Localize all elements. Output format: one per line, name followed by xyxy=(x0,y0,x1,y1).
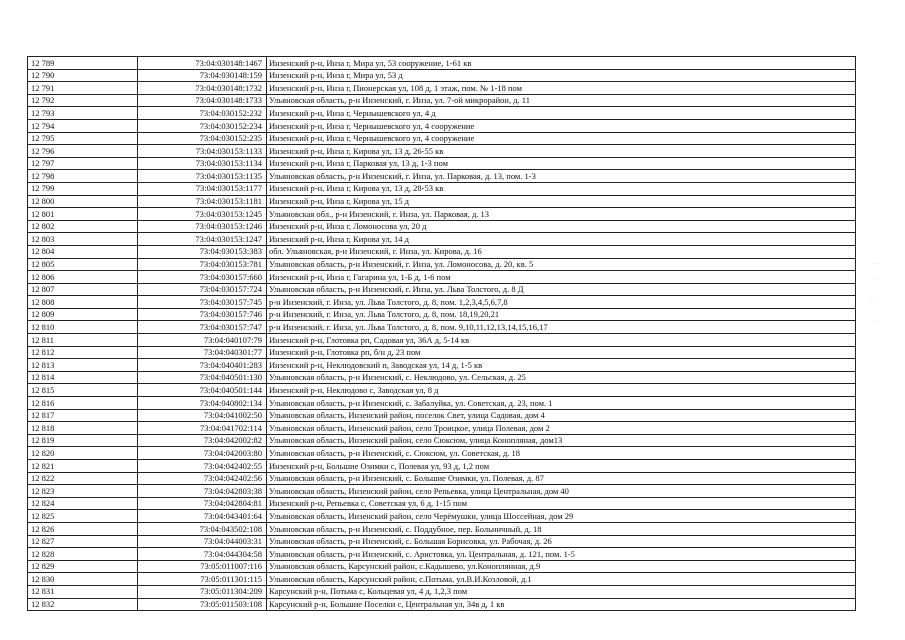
row-number-cell: 12 793 xyxy=(28,107,138,120)
table-row xyxy=(28,321,856,334)
table-row xyxy=(28,485,856,498)
row-number-cell: 12 812 xyxy=(28,346,138,359)
table-row xyxy=(28,598,856,611)
row-number-cell: 12 792 xyxy=(28,94,138,107)
table-row xyxy=(28,560,856,573)
cadastral-number-cell: 73:04:030153:1245 xyxy=(138,208,267,221)
row-number-cell: 12 797 xyxy=(28,157,138,170)
cadastral-number-cell: 73:04:041702:114 xyxy=(138,422,267,435)
table-row xyxy=(28,107,856,120)
row-number-cell: 12 829 xyxy=(28,560,138,573)
cadastral-number-cell: 73:04:030152:232 xyxy=(138,107,267,120)
row-number-cell: 12 796 xyxy=(28,145,138,158)
cadastral-number-cell: 73:04:040501:144 xyxy=(138,384,267,397)
cadastral-number-cell: 73:04:030153:1134 xyxy=(138,157,267,170)
cadastral-number-cell: 73:04:042804:81 xyxy=(138,497,267,510)
row-number-cell: 12 821 xyxy=(28,460,138,473)
address-cell: Инзенский р-н, Инза г, Мира ул, 53 д xyxy=(267,69,856,82)
cadastral-number-cell: 73:04:040802:134 xyxy=(138,397,267,410)
address-cell: Ульяновская область, р-н Инзенский, г. Инза, ул. Льва Толстого, д. 8 Д xyxy=(267,283,856,296)
table-row xyxy=(28,283,856,296)
cadastral-number-cell: 73:04:040107:79 xyxy=(138,334,267,347)
cadastral-number-cell: 73:04:030153:1246 xyxy=(138,220,267,233)
row-number-cell: 12 803 xyxy=(28,233,138,246)
row-number-cell: 12 789 xyxy=(28,57,138,70)
address-cell: Инзенский р-н, Глотовка рп, б/н д, 23 пом xyxy=(267,346,856,359)
address-cell: Ульяновская область, р-н Инзенский, г. Инза, ул. Парковая, д. 13, пом. 1-3 xyxy=(267,170,856,183)
table-row xyxy=(28,535,856,548)
cadastral-number-cell: 73:04:030148:159 xyxy=(138,69,267,82)
row-number-cell: 12 799 xyxy=(28,182,138,195)
address-cell: Инзенский р-н, Инза г, Ломоносова ул, 20 д xyxy=(267,220,856,233)
table-row xyxy=(28,258,856,271)
table-row xyxy=(28,245,856,258)
table-row xyxy=(28,460,856,473)
table-row xyxy=(28,371,856,384)
cadastral-number-cell: 73:04:040301:77 xyxy=(138,346,267,359)
table-row xyxy=(28,94,856,107)
table-row xyxy=(28,585,856,598)
cadastral-number-cell: 73:04:030157:660 xyxy=(138,271,267,284)
address-cell: Ульяновская область, Карсунский район, с.Кадышево, ул.Коноплянная, д.9 xyxy=(267,560,856,573)
table-row xyxy=(28,271,856,284)
address-cell: Инзенский р-н, Инза г, Чернышевского ул, 4 сооружение xyxy=(267,132,856,145)
cadastral-number-cell: 73:04:040501:130 xyxy=(138,371,267,384)
table-row xyxy=(28,195,856,208)
cadastral-number-cell: 73:04:042002:82 xyxy=(138,434,267,447)
address-cell: р-н Инзенский, г. Инза, ул. Льва Толстого, д. 8, пом. 1,2,3,4,5,6,7,8 xyxy=(267,296,856,309)
row-number-cell: 12 791 xyxy=(28,82,138,95)
cadastral-number-cell: 73:04:041002:50 xyxy=(138,409,267,422)
cadastral-number-cell: 73:05:011301:115 xyxy=(138,573,267,586)
cadastral-number-cell: 73:04:030153:1247 xyxy=(138,233,267,246)
address-cell: обл. Ульяновская, р-н Инзенский, г. Инза, ул. Кирова, д. 16 xyxy=(267,245,856,258)
table-row xyxy=(28,82,856,95)
cadastral-number-cell: 73:04:042803:38 xyxy=(138,485,267,498)
table-body xyxy=(28,57,856,611)
address-cell: Ульяновская область, Карсунский район, с.Потьма, ул.В.И.Козловой, д.1 xyxy=(267,573,856,586)
table-row xyxy=(28,472,856,485)
cadastral-number-cell: 73:04:040401:283 xyxy=(138,359,267,372)
address-cell: р-н Инзенский, г. Инза, ул. Льва Толстого, д. 8, пом. 9,10,11,12,13,14,15,16,17 xyxy=(267,321,856,334)
address-cell: Ульяновская область, р-н Инзенский, с. Поддубное, пер. Больничный, д. 18 xyxy=(267,522,856,535)
address-cell: Ульяновская область, р-н Инзенский, с. Большие Озимки, ул. Полевая, д. 87 xyxy=(267,472,856,485)
row-number-cell: 12 819 xyxy=(28,434,138,447)
address-cell: Ульяновская область, р-н Инзенский, с. Забалуйка, ул. Советская, д. 23, пом. 1 xyxy=(267,397,856,410)
address-cell: Инзенский р-н, Инза г, Чернышевского ул, 4 сооружение xyxy=(267,119,856,132)
address-cell: Ульяновская область, р-н Инзенский, с. Неклюдово, ул. Сельская, д. 25 xyxy=(267,371,856,384)
row-number-cell: 12 820 xyxy=(28,447,138,460)
row-number-cell: 12 817 xyxy=(28,409,138,422)
row-number-cell: 12 826 xyxy=(28,522,138,535)
address-cell: Инзенский р-н, Инза г, Кирова ул, 13 д, 26-55 кв xyxy=(267,145,856,158)
row-number-cell: 12 815 xyxy=(28,384,138,397)
row-number-cell: 12 831 xyxy=(28,585,138,598)
row-number-cell: 12 806 xyxy=(28,271,138,284)
table-row xyxy=(28,182,856,195)
row-number-cell: 12 828 xyxy=(28,548,138,561)
table-row xyxy=(28,233,856,246)
row-number-cell: 12 804 xyxy=(28,245,138,258)
address-cell: Карсунский р-н, Потьма с, Кольцевая ул, 4 д, 1,2,3 пом xyxy=(267,585,856,598)
address-cell: Инзенский р-н, Глотовка рп, Садовая ул, 36А д, 5-14 кв xyxy=(267,334,856,347)
table-row xyxy=(28,346,856,359)
address-cell: Ульяновская обл., р-н Инзенский, г. Инза, ул. Парковая, д. 13 xyxy=(267,208,856,221)
address-cell: Инзенский р-н, Неклюдовский п, Заводская ул, 14 д, 1-5 кв xyxy=(267,359,856,372)
table-row xyxy=(28,57,856,70)
cadastral-number-cell: 73:04:030157:747 xyxy=(138,321,267,334)
address-cell: Инзенский р-н, Неклюдово с, Заводская ул, 8 д xyxy=(267,384,856,397)
cadastral-number-cell: 73:04:030152:235 xyxy=(138,132,267,145)
address-cell: Инзенский р-н, Инза г, Гагарина ул, 1-Б д, 1-6 пом xyxy=(267,271,856,284)
cadastral-number-cell: 73:04:030157:745 xyxy=(138,296,267,309)
margin-speck: · · xyxy=(873,261,878,267)
address-cell: Ульяновская область, Инзенский район, село Репьевка, улица Центральная, дом 40 xyxy=(267,485,856,498)
row-number-cell: 12 827 xyxy=(28,535,138,548)
address-cell: Ульяновская область, Инзенский район, поселок Свет, улица Садовая, дом 4 xyxy=(267,409,856,422)
cadastral-number-cell: 73:04:030153:383 xyxy=(138,245,267,258)
cadastral-number-cell: 73:04:043502:108 xyxy=(138,522,267,535)
margin-speck: · xyxy=(878,319,880,325)
cadastral-number-cell: 73:04:044003:31 xyxy=(138,535,267,548)
row-number-cell: 12 795 xyxy=(28,132,138,145)
table-row xyxy=(28,447,856,460)
table-row xyxy=(28,384,856,397)
address-cell: Ульяновская область, р-н Инзенский, с. Большая Борисовка, ул. Рабочая, д. 26 xyxy=(267,535,856,548)
cadastral-number-cell: 73:04:030157:746 xyxy=(138,308,267,321)
address-cell: Инзенский р-н, Инза г, Парковая ул, 13 д, 1-3 пом xyxy=(267,157,856,170)
cadastral-number-cell: 73:04:030153:1181 xyxy=(138,195,267,208)
cadastral-number-cell: 73:05:011503:108 xyxy=(138,598,267,611)
cadastral-number-cell: 73:04:042402:56 xyxy=(138,472,267,485)
cadastral-number-cell: 73:04:030153:1177 xyxy=(138,182,267,195)
table-row xyxy=(28,434,856,447)
row-number-cell: 12 807 xyxy=(28,283,138,296)
table-row xyxy=(28,497,856,510)
address-cell: Инзенский р-н, Инза г, Кирова ул, 15 д xyxy=(267,195,856,208)
row-number-cell: 12 832 xyxy=(28,598,138,611)
address-cell: Ульяновская область, р-н Инзенский, г. Инза, ул. Ломоносова, д. 20, кв. 5 xyxy=(267,258,856,271)
cadastral-number-cell: 73:04:030153:1135 xyxy=(138,170,267,183)
address-cell: Ульяновская область, р-н Инзенский, с. Сюксюм, ул. Советская, д. 18 xyxy=(267,447,856,460)
table-row xyxy=(28,145,856,158)
table-row xyxy=(28,170,856,183)
row-number-cell: 12 813 xyxy=(28,359,138,372)
cadastral-table xyxy=(27,56,856,611)
cadastral-number-cell: 73:04:030152:234 xyxy=(138,119,267,132)
cadastral-number-cell: 73:04:030153:781 xyxy=(138,258,267,271)
row-number-cell: 12 811 xyxy=(28,334,138,347)
row-number-cell: 12 794 xyxy=(28,119,138,132)
row-number-cell: 12 800 xyxy=(28,195,138,208)
address-cell: Карсунский р-н, Большие Поселки с, Центральная ул, 34в д, 1 кв xyxy=(267,598,856,611)
cadastral-number-cell: 73:04:030157:724 xyxy=(138,283,267,296)
cadastral-number-cell: 73:04:030148:1467 xyxy=(138,57,267,70)
row-number-cell: 12 825 xyxy=(28,510,138,523)
cadastral-number-cell: 73:04:030153:1133 xyxy=(138,145,267,158)
table-row xyxy=(28,510,856,523)
address-cell: Инзенский р-н, Большие Озимки с, Полевая ул, 93 д, 1,2 пом xyxy=(267,460,856,473)
row-number-cell: 12 822 xyxy=(28,472,138,485)
table-row xyxy=(28,522,856,535)
table-row xyxy=(28,409,856,422)
row-number-cell: 12 801 xyxy=(28,208,138,221)
row-number-cell: 12 809 xyxy=(28,308,138,321)
address-cell: Ульяновская область, р-н Инзенский, с. Аристовка, ул. Центральная, д. 121, пом. 1-5 xyxy=(267,548,856,561)
address-cell: Ульяновская область, Инзенский район, село Черёмушки, улица Шоссейная, дом 29 xyxy=(267,510,856,523)
address-cell: Инзенский р-н, Инза г, Мира ул, 53 сооружение, 1-61 кв xyxy=(267,57,856,70)
address-cell: Ульяновская область, р-н Инзенский, г. Инза, ул. 7-ой микрорайон, д. 11 xyxy=(267,94,856,107)
address-cell: Инзенский р-н, Инза г, Пионерская ул, 108 д, 1 этаж, пом. № 1-18 пом xyxy=(267,82,856,95)
cadastral-number-cell: 73:04:044304:58 xyxy=(138,548,267,561)
table-row xyxy=(28,132,856,145)
cadastral-number-cell: 73:05:011304:209 xyxy=(138,585,267,598)
table-row xyxy=(28,334,856,347)
table-row xyxy=(28,69,856,82)
address-cell: Ульяновская область, Инзенский район, село Троицкое, улица Полевая, дом 2 xyxy=(267,422,856,435)
cadastral-number-cell: 73:04:042003:80 xyxy=(138,447,267,460)
cadastral-number-cell: 73:04:030148:1732 xyxy=(138,82,267,95)
table-row xyxy=(28,397,856,410)
cadastral-number-cell: 73:04:030148:1733 xyxy=(138,94,267,107)
cadastral-number-cell: 73:04:042402:55 xyxy=(138,460,267,473)
address-cell: Инзенский р-н, Инза г, Чернышевского ул, 4 д xyxy=(267,107,856,120)
row-number-cell: 12 814 xyxy=(28,371,138,384)
margin-speck: · · xyxy=(870,298,875,304)
table-row xyxy=(28,157,856,170)
cadastral-number-cell: 73:05:011007:116 xyxy=(138,560,267,573)
row-number-cell: 12 810 xyxy=(28,321,138,334)
address-cell: Инзенский р-н, Инза г, Кирова ул, 13 д, 28-53 кв xyxy=(267,182,856,195)
row-number-cell: 12 830 xyxy=(28,573,138,586)
table-row xyxy=(28,296,856,309)
table-row xyxy=(28,119,856,132)
table-row xyxy=(28,548,856,561)
margin-speck: · xyxy=(876,277,878,283)
table-row xyxy=(28,220,856,233)
address-cell: Инзенский р-н, Инза г, Кирова ул, 14 д xyxy=(267,233,856,246)
row-number-cell: 12 818 xyxy=(28,422,138,435)
address-cell: Ульяновская область, Инзенский район, село Сюксюм, улица Конопляная, дом13 xyxy=(267,434,856,447)
table-row xyxy=(28,422,856,435)
table-row xyxy=(28,573,856,586)
row-number-cell: 12 808 xyxy=(28,296,138,309)
row-number-cell: 12 790 xyxy=(28,69,138,82)
address-cell: Инзенский р-н, Репьевка с, Советская ул, 6 д, 1-15 пом xyxy=(267,497,856,510)
cadastral-number-cell: 73:04:043401:64 xyxy=(138,510,267,523)
row-number-cell: 12 823 xyxy=(28,485,138,498)
row-number-cell: 12 798 xyxy=(28,170,138,183)
row-number-cell: 12 805 xyxy=(28,258,138,271)
row-number-cell: 12 802 xyxy=(28,220,138,233)
row-number-cell: 12 824 xyxy=(28,497,138,510)
table-row xyxy=(28,359,856,372)
row-number-cell: 12 816 xyxy=(28,397,138,410)
table-row xyxy=(28,208,856,221)
table-row xyxy=(28,308,856,321)
address-cell: р-н Инзенский, г. Инза, ул. Льва Толстого, д. 8, пом. 18,19,20,21 xyxy=(267,308,856,321)
